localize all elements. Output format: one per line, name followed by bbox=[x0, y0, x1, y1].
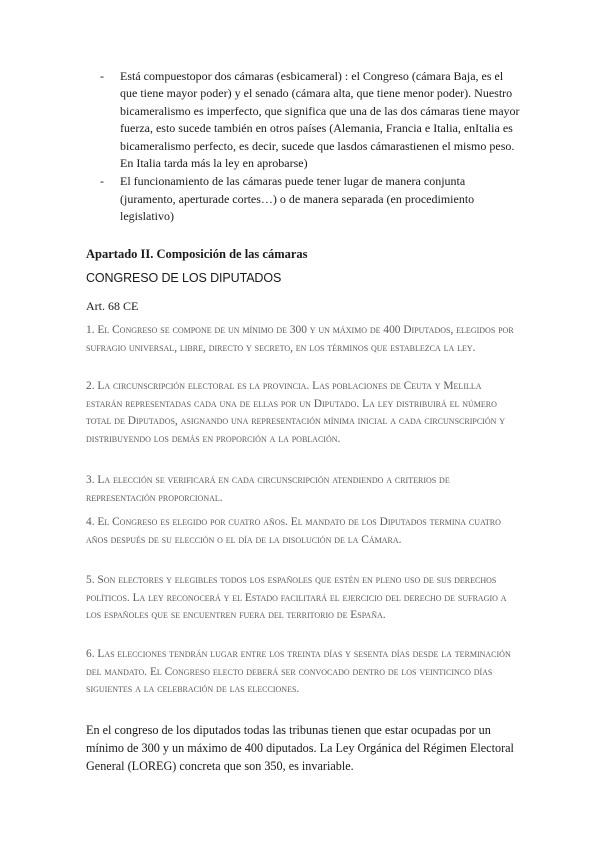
article-paragraph: 2. La circunscripción electoral es la provincia. Las poblaciones de Ceuta y Melilla estarán representadas cada una de ellas por un Diputado. La ley distribuirá el número total de Diputados, asignando una representación mínima inicial a cada circunscripción y distribuyendo los demás en proporción a la población. bbox=[86, 380, 505, 445]
bullet-marker: - bbox=[100, 174, 104, 189]
section-heading: Apartado II. Composición de las cámaras bbox=[86, 247, 308, 261]
bullet-text: Está compuestopor dos cámaras (esbicameral) : el Congreso (cámara Baja, es el que tiene mayor poder) y el senado (cámara alta, que tiene menor poder). Nuestro bicameralismo es imperfecto, que significa que una de las dos cámaras tiene mayor fuerza, esto sucede también en otros países (Alemania, Francia e Italia, enItalia es bicameralismo perfecto, es decir, sucede que lasdos cámarastienen el mismo peso. En Italia tarda más la ley en aprobarse) bbox=[120, 69, 520, 171]
article-reference: Art. 68 CE bbox=[86, 299, 139, 313]
section-subtitle: CONGRESO DE LOS DIPUTADOS bbox=[86, 271, 282, 285]
article-paragraph: 5. Son electores y elegibles todos los españoles que estén en pleno uso de sus derechos políticos. La ley reconocerá y el Estado facilitará el ejercicio del derecho de sufragio a los españoles que se encuentren fuera del territorio de España. bbox=[86, 574, 507, 621]
bullet-list bbox=[100, 68, 520, 226]
article-paragraph: 3. La elección se verificará en cada circunscripción atendiendo a criterios de representación proporcional. bbox=[86, 474, 450, 504]
article-paragraph: 1. El Congreso se compone de un mínimo de 300 y un máximo de 400 Diputados, elegidos por sufragio universal, libre, directo y secreto, en los términos que establezca la ley. bbox=[86, 324, 514, 354]
article-paragraph: 6. Las elecciones tendrán lugar entre los treinta días y sesenta días desde la terminación del mandato. El Congreso electo deberá ser convocado dentro de los veinticinco días siguientes a la celebración de las elecciones. bbox=[86, 648, 511, 695]
bullet-marker: - bbox=[100, 69, 104, 83]
closing-paragraph: En el congreso de los diputados todas las tribunas tienen que estar ocupadas por un mínimo de 300 y un máximo de 400 diputados. La Ley Orgánica del Régimen Electoral General (LOREG) concreta que son 350, es invariable. bbox=[86, 723, 514, 773]
bullet-item bbox=[100, 173, 520, 225]
bullet-item bbox=[100, 68, 520, 172]
bullet-text: El funcionamiento de las cámaras puede tener lugar de manera conjunta (juramento, aperturade cortes…) o de manera separada (en procedimiento legislativo) bbox=[120, 174, 475, 224]
article-paragraph: 4. El Congreso es elegido por cuatro años. El mandato de los Diputados termina cuatro años después de su elección o el día de la disolución de la Cámara. bbox=[86, 516, 501, 546]
